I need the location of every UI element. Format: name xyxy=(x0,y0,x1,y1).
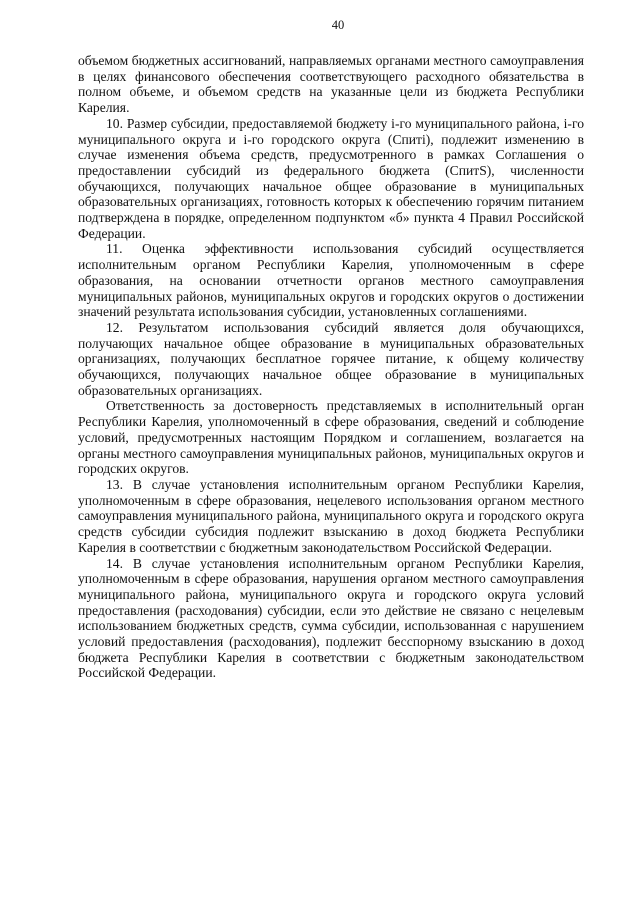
document-body xyxy=(78,53,584,681)
paragraph-item-10: 10. Размер субсидии, предоставляемой бюджету i-го муниципального района, i-го муниципального округа и i-го городского округа (Cпиті), подлежит изменению в случае изменения объема средств, предусмотренного в рамках Соглашения о предоставлении субсидий из федерального бюджета (CпитS), численности обучающихся, получающих начальное общее образование в муниципальных образовательных организациях, готовность которых к обеспечению горячим питанием подтверждена в порядке, определенном подпунктом «б» пункта 4 Правил Российской Федерации. xyxy=(78,115,584,241)
paragraph-responsibility: Ответственность за достоверность представляемых в исполнительный орган Республики Карелия, уполномоченный в сфере образования, сведений и соблюдение условий, предусмотренных настоящим Порядком и соглашением, возлагается на органы местного самоуправления муниципальных районов, муниципальных округов и городских округов. xyxy=(78,398,584,477)
paragraph-item-13: 13. В случае установления исполнительным органом Республики Карелия, уполномоченным в сфере образования, нецелевого использования органом местного самоуправления муниципального района, муниципального округа и городского округа средств субсидии субсидия подлежит взысканию в доход бюджета Республики Карелия в соответствии с бюджетным законодательством Российской Федерации. xyxy=(78,476,584,555)
paragraph-item-11: 11. Оценка эффективности использования субсидий осуществляется исполнительным органом Республики Карелия, уполномоченным в сфере образования, на основании отчетности органов местного самоуправления муниципальных районов, муниципальных округов и городских округов о достижении значений результата использования субсидии, установленных соглашениями. xyxy=(78,241,584,320)
paragraph-item-14: 14. В случае установления исполнительным органом Республики Карелия, уполномоченным в сфере образования, нарушения органом местного самоуправления муниципального района, муниципального округа и городского округа условий предоставления (расходования) субсидии, если это действие не связано с нецелевым использованием бюджетных средств, сумма субсидии, использованная с нарушением условий предоставления (расходования), подлежит бесспорному взысканию в доход бюджета Республики Карелия в соответствии с бюджетным законодательством Российской Федерации. xyxy=(78,555,584,681)
paragraph-continuation: объемом бюджетных ассигнований, направляемых органами местного самоуправления в целях финансового обеспечения соответствующего расходного обязательства в полном объеме, и объемом средств на указанные цели из бюджета Республики Карелия. xyxy=(78,53,584,116)
page-number: 40 xyxy=(331,18,345,32)
paragraph-item-12: 12. Результатом использования субсидий является доля обучающихся, получающих начальное общее образование в муниципальных образовательных организациях, получающих бесплатное горячее питание, к общему количеству обучающихся, получающих начальное общее образование в муниципальных образовательных организациях. xyxy=(78,319,584,398)
